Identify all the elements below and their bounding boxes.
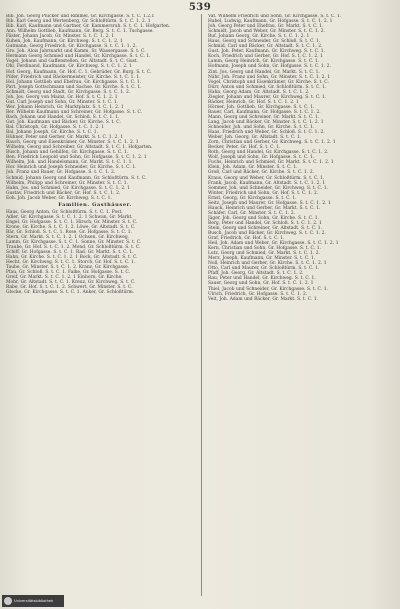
directory-entry: Kraus, Georg und Weber, Gr. Schloßtürm. S. t. C. 1. [208, 175, 325, 181]
directory-entry: Engel, Gr. Hofgasse. S. t. C. 1. Hirsch, Gr. Minster. S. t. C. [6, 219, 138, 225]
directory-entry: Adler, Gr. Kirchgasse. S. t. C. 1. 2. 1 Schwan, Gr. Markt. [6, 214, 133, 220]
directory-entry: Haas, Friedrich und Weber, Gr. Schloß. S. t. C. 1. 2. [208, 130, 325, 136]
directory-entry: Püfer, Friedrich und Bäckermeister, Gr. Kirche. S. t. C. 1. 1. [6, 74, 141, 80]
directory-entry: Fäster, Johann Jacob, Gr. Minster. S. t. C. 1. 2. 1 [6, 34, 115, 40]
directory-entry: Weber, Joh. Georg, Gr. Altstadt. S. t. C. 1. [208, 135, 302, 141]
directory-entry: Sauer, Georg und Sohn, Gr. Hof. S. t. C. 1. 2. 1 [208, 281, 314, 287]
directory-entry: Schäfer, Carl, Gr. Minster. S. t. C. 1. 2. [208, 210, 296, 216]
directory-entry: Büsch, Johann und Gehilfen, Gr. Kirchgasse. S. t. C. 1. [6, 150, 129, 156]
directory-entry: Roth, Georg und Handel, Gr. Kirchgasse. S. t. C. 1. 2. [208, 150, 329, 156]
directory-entry: Koch, Friedrich und Gerber, Gr. Hof. S. t. C. 1. 2. 1 [208, 54, 323, 60]
directory-entry: Stern, Gr. Markt. S. t. C. 1. 2. 1 Ochsen, Gr. Kirchweg. [6, 234, 130, 240]
directory-entry: Joh. Franz und Bauer, Gr. Hofgasse. S. t. C. 1. 2. [6, 170, 116, 176]
directory-entry: Hermann Georg Schmied und Handel, Gr. Kirchgasse. S. t. C. 1. [6, 54, 151, 60]
directory-entry: Vogel, Johann und Gaffenstellen, Gr. Altstadt. S. t. C. Gust. [6, 59, 139, 65]
directory-entry: Vat. Wilhelm Friedrich und Sohn, Gr. Kirchgasse. S. t. C. 1. [208, 14, 342, 19]
directory-entry: Schmid, Johann Georg und Kaufmann, Gr. Schloßtürm. S. t. C. [6, 175, 147, 181]
library-label: Universitätsbibliothek [14, 599, 54, 603]
directory-entry: Lang, Jacob und Bäcker, Gr. Minster. S. t. C. 1. 2. 1 [208, 119, 324, 125]
directory-entry: Mohr, Gr. Altstadt. S. t. C. 1. Kreuz, Gr. Kirchweg. S. t. C. [6, 280, 136, 286]
directory-entry: Noll, Heinrich und Gerber, Gr. Kirche. S. t. C. 1. 2. 1 [208, 261, 327, 267]
directory-entry: Ohl, Ferdinand, Kaufmann, Gr. Kirchweg. S. t. C. 1. 2. 1 [6, 64, 132, 70]
directory-entry: Pfaff, Joh. Georg, Gr. Altstadt. S. t. C. 1. 2. [208, 271, 304, 277]
directory-entry: Vogel, Christoph und Eisenkrämer, Gr. Kirche. S. t. C. [208, 79, 329, 85]
section-heading: Familien. Gasthäuser. [58, 201, 132, 208]
directory-entry: Bib. Joh. Georg Plücker und Rimmel, Gr. Kirchgasse. S. t. C. 1.2.1 [6, 14, 155, 19]
left-column [6, 14, 184, 598]
directory-entry: Hörner, Joh. Gottlieb, Gr. Kirchgasse. S. t. C. 1. [208, 104, 315, 110]
directory-entry: Berg, Peter und Handel, Gr. Schloß. S. t. C. 1. 2. 1 [208, 220, 322, 226]
directory-entry: Rau, Peter und Handel, Gr. Kirchweg. S. t. C. 1. [208, 276, 316, 282]
directory-entry: Schmid, Carl und Bäcker, Gr. Altstadt. S. t. C. 1. 2. [208, 44, 323, 50]
directory-entry: Bib. Karl Georg und Wertenberg, Gr. Schloßtürm. S. t. C. 1. 2. 1 [6, 19, 151, 25]
directory-entry: Bib. Karl, Kaufmann und Gartner, Gr. Kammersrub. S. t. C. 1. Hofgarten. [6, 24, 171, 30]
library-watermark-badge [2, 595, 64, 607]
directory-entry: Kern, Christian und Sohn, Gr. Hofgasse. S. t. C. 1. [208, 246, 321, 252]
directory-entry: Bal. Johann Joseph, Gr. Kirche. S. t. C. 1. [6, 130, 98, 136]
directory-entry: Joh. Georg Peter und Ehefrau, Gr. Markt. S. t. C. 1. [208, 24, 324, 30]
directory-entry: Part. Joseph Gottschmann und Sachse. Gr. Kirche. S. t. C. 1. [6, 84, 142, 90]
directory-entry: Bäcker, Heinrich, Gr. Hof. S. t. C. 1. 2. 1 [208, 99, 299, 105]
directory-entry: Pfau, Gr. Schloß. S. t. C. 1. Falke, Gr. Hofgasse. S. t. C. [6, 270, 130, 276]
directory-entry: Dürr, Anton und Schmied, Gr. Schloßtürm. S. t. C. 1. [208, 84, 327, 90]
directory-entry: Wilhelm, Philipp und Schreiner, Gr. Minster. S. t. C. 1. [6, 180, 128, 186]
directory-entry: Haus, Georg und Schneider, Gr. Schloß. S. t. C. 1. [208, 39, 321, 45]
directory-entry: Groß, Carl und Bäcker, Gr. Kirche. S. t. C. 1. 2. [208, 170, 315, 176]
directory-entry: Gro. Joh. Alois Jahrmarkt und Kamm, Sr. Wassergasse. S. t. C. [6, 49, 146, 55]
directory-entry: Gust. Joh. Peter, Kaufmann, Gr. Kirchweg. S. t. C. 1. [208, 49, 325, 55]
directory-entry: Bach, Johann und Handel, Gr. Schloß. S. t. C. 1. 1. [6, 114, 120, 120]
directory-entry: Otto, Carl und Maurer, Gr. Schloßtürm. S. t. C. 1. [208, 266, 320, 272]
directory-entry: Jäger, Joh. Georg und Sohn, Gr. Kirche. S. t. C. 1. [208, 215, 319, 221]
directory-entry: Gustav, Friedrich und Bäcker, Gr. Hof. S. t. C. 1. 2. [6, 190, 121, 196]
directory-entry: Bär, Gr. Schloß. S. t. C. 1. Rose, Gr. Hofgasse. S. t. C. 1. [6, 229, 132, 235]
directory-entry: Ber. Wilhelm Kaufmann und Schreiner, Gr. Hofgasse. S. t. C. [6, 109, 143, 115]
directory-entry: Hahn, Gr. Kirche. S. t. C. 1. 2. 1 Bock, Gr. Altstadt. S. t. C. [6, 255, 138, 261]
directory-entry: Sommer, Joh. und Schneider, Gr. Kirchweg. S. t. C. 1. [208, 185, 328, 191]
directory-entry: Haus, Georg Anton, Gr. Schloßtürm. S. t. C. 1. Post. [6, 209, 123, 215]
directory-entry: Zint. Jos. Georg und Handel, Gr. Markt. S. t. C. 1. [208, 69, 320, 75]
directory-entry: Krone, Gr. Kirche. S. t. C. 1. 2. Löwe, Gr. Altstadt. S. t. C. [6, 224, 136, 230]
directory-entry: Zorn, Christian und Gerber, Gr. Kirchweg. S. t. C. 1. 2. 1 [208, 140, 336, 146]
directory-entry: Lamm, Gr. Kirchgasse. S. t. C. 1. Sonne, Gr. Minster. S. t. C. [6, 240, 142, 246]
directory-entry: Hof. Georg, Kaufmann, Gr. Hof. C. 1. Gebrüder, Gr. Burg. S. t. C. [6, 69, 152, 75]
directory-entry: Becker, Peter, Gr. Hof. S. t. C. 1. [208, 145, 281, 151]
directory-entry: Hecht, Gr. Kirchweg. S. t. C. 1. Storch, Gr. Hof. S. t. C. 1. [6, 260, 136, 266]
directory-entry: Klein, Joh. Adam, Gr. Minster. S. t. C. 1. [208, 165, 298, 171]
directory-entry: Traube, Gr. Hof. S. t. C. 1. 2. Mond, Gr. Schloßtürm. S. t. C. [6, 245, 141, 251]
directory-entry: Wolf, Joseph und Sohn, Gr. Hofgasse. S. t. C. 1. [208, 155, 315, 161]
directory-entry: Seitz, Joseph und Maurer, Gr. Hofgasse. S. t. C. 1. 2. 1 [208, 200, 331, 206]
directory-entry: Busch, Jacob und Bäcker, Gr. Kirchweg. S. t. C. 1. 2. [208, 231, 326, 237]
directory-entry: Hahn, Jos. und Schmied, Gr. Kirchgasse. S. t. C. 1. 2. 1 [6, 185, 130, 191]
directory-entry: Nähr. Joh. Franz und Sohn, Gr. Minster. S. t. C. 1. 2. 1 [208, 74, 331, 80]
directory-entry: Bauer, Carl, Kaufmann, Gr. Hofgasse. S. t. C. 1. 2. [208, 109, 321, 115]
directory-entry: Kuhen, Joh. Kaufmann, Gr. Kirchweg. S. t. C. 1. 2. 1 [6, 39, 123, 45]
directory-entry: Winter, Friedrich und Sohn, Gr. Hof. S. t. C. 1. 2. [208, 190, 319, 196]
directory-entry: Wilhelm, Georg und Schreiber, Gr. Altstadt. S. t. C. 1. Hofgarten. [6, 145, 153, 151]
directory-entry: Hor. Heinrich und Joseph Schneider, Gr. Kirche. S. t. C. 1. [6, 165, 137, 171]
directory-entry: Ulrich, Friedrich, Gr. Hofgasse. S. t. C. 1. 2. [208, 291, 308, 297]
directory-entry: Graf, Friedrich, Gr. Hof. S. t. C. 1. [208, 236, 285, 242]
directory-entry: Hahn, Georg Adam, Gr. Altstadt. S. t. C. 1. 2. [208, 89, 310, 95]
library-logo-icon [4, 597, 12, 605]
directory-entry: Fuchs, Heinrich und Schmied, Gr. Markt. S. t. C. 1. 2. 1 [208, 160, 334, 166]
directory-entry: Mann, Georg und Schreiner, Gr. Markt. S. t. C. 1. [208, 114, 320, 120]
directory-entry: Joh. Jos. Georg von Mainz, Gr. Hof. S. t. C. 1. 2. 1 [6, 94, 118, 100]
page-number: 539 [188, 2, 212, 13]
directory-entry: Gut. Joh. Kaufmann und Bäcker, Gr. Kirche. S. t. C. [6, 119, 121, 125]
directory-entry: Wer. Johann Heinrich, Gr. Marktplatz. S. t. C. 1. 2. 1 [6, 104, 124, 110]
directory-entry: Hühner, Peter und Gerber, Gr. Markt. S. t. C. 1. 2. 1 [6, 135, 124, 141]
directory-entry: Ben. Friedrich Leopold und Sohn, Gr. Hofgasse. S. t. C. 1. 2. 1 [6, 155, 147, 161]
directory-entry: Merz, Joseph, Kaufmann, Gr. Minster. S. t. C. 1. [208, 256, 316, 262]
directory-entry: Stein, Georg und Schreiner, Gr. Altstadt. S. t. C. 1. [208, 225, 322, 231]
directory-entry: Lamm, Georg Heinrich, Gr. Kirchgasse. S. t. C. 1. [208, 59, 320, 65]
directory-entry: Ann. Wilhelm Gottlieb, Kaufmann, Gr. Berg. S. t. C. 1. Tuchgasse. [6, 29, 154, 35]
directory-entry: Schiff, Gr. Hofgasse. S. t. C. 1. Rad, Gr. Markt. S. t. C. 1. [6, 250, 134, 256]
right-column [208, 14, 386, 598]
directory-entry: Gutmann, Georg Friedrich, Gr. Kirchgasse. S. t. C. 1. 1. 2. [6, 44, 137, 50]
directory-entry: Frank, Jacob, Kaufmann, Gr. Altstadt. S. t. C. 1. 2. 1 [208, 180, 326, 186]
directory-entry: Bauch, Georg und Eisenkrämer, Gr. Minster. S. t. C. 1. 2. 1 [6, 140, 139, 146]
directory-entry: Ernst, Georg, Gr. Kirchgasse. S. t. C. 1. [208, 195, 297, 201]
directory-entry: Thiel, Jacob und Schneider, Gr. Kirchgasse. S. t. C. 1. [208, 286, 328, 292]
directory-entry: Hofmann, Joseph und Sohn, Gr. Hofgasse. S. t. C. 1. 2. [208, 64, 331, 70]
directory-entry: Hol. Johann Gottlieb und Ehefrau, Gr. Kirchgasse. S. t. C. 1. [6, 79, 142, 85]
directory-entry: Wilhelm, Joh. und Handelsmann, Gr. Markt. S. t. C. 1. 1. [6, 160, 133, 166]
directory-entry: Heil, Joh. Adam und Weber, Gr. Kirchgasse. S. t. C. 1. 2. 1 [208, 241, 339, 247]
directory-entry: Bal. Christoph, Gr. Hofgasse. S. t. C. 1. 2. 1 [6, 125, 105, 131]
directory-entry: Gut. Carl Joseph und Sohn, Gr. Minster. S. t. C. 1. [6, 99, 119, 105]
directory-entry: Taube, Gr. Minster. S. t. C. 1. 2. Kranz, Gr. Kirchgasse. [6, 265, 130, 271]
directory-entry: Schneider, Joh. und Sohn, Gr. Kirche. S. t. C. 1. [208, 125, 315, 131]
column-divider [201, 14, 202, 596]
directory-entry: Schmidt, Jacob und Weber, Gr. Minster. S. t. C. 1. 2. [208, 29, 325, 35]
directory-entry: Lutz, Georg und Schmied, Gr. Markt. S. t. C. 1. 2. [208, 251, 320, 257]
directory-entry: Habel, Ludwig, Kaufmann, Gr. Hofgasse. S. t. C. 1. 2. 1 [208, 19, 333, 25]
directory-entry: Glocke, Gr. Kirchgasse. S. t. C. 1. Anker, Gr. Schloßtürm. [6, 290, 135, 296]
directory-entry: Rabe, Gr. Hof. S. t. C. 1. 2. Schwert, Gr. Minster. S. t. C. [6, 285, 133, 291]
directory-entry: Eoh. Joh. Jacob Weber, Gr. Kirchweg. S. t. C. 1. [6, 195, 112, 201]
directory-entry: Ziegler, Johann und Maurer, Gr. Kirchweg. S. t. C. 1. [208, 94, 327, 100]
directory-entry: Ruf, Johann Georg, Gr. Kirche. S. t. C. 1. 2. 1 [208, 34, 310, 40]
directory-entry: Greif, Gr. Markt. S. t. C. 1. 2. 1 Einhorn, Gr. Kirche. [6, 275, 123, 281]
directory-entry: Schmidt, Georg und Stadt, Gr. Kirchgasse. S. t. C. 1. 2. [6, 89, 131, 95]
directory-entry: Hauck, Heinrich und Gerber, Gr. Markt. S. t. C. 1. [208, 205, 321, 211]
directory-entry: Veit, Joh. Adam und Bäcker, Gr. Markt. S. t. C. 1. [208, 296, 319, 302]
